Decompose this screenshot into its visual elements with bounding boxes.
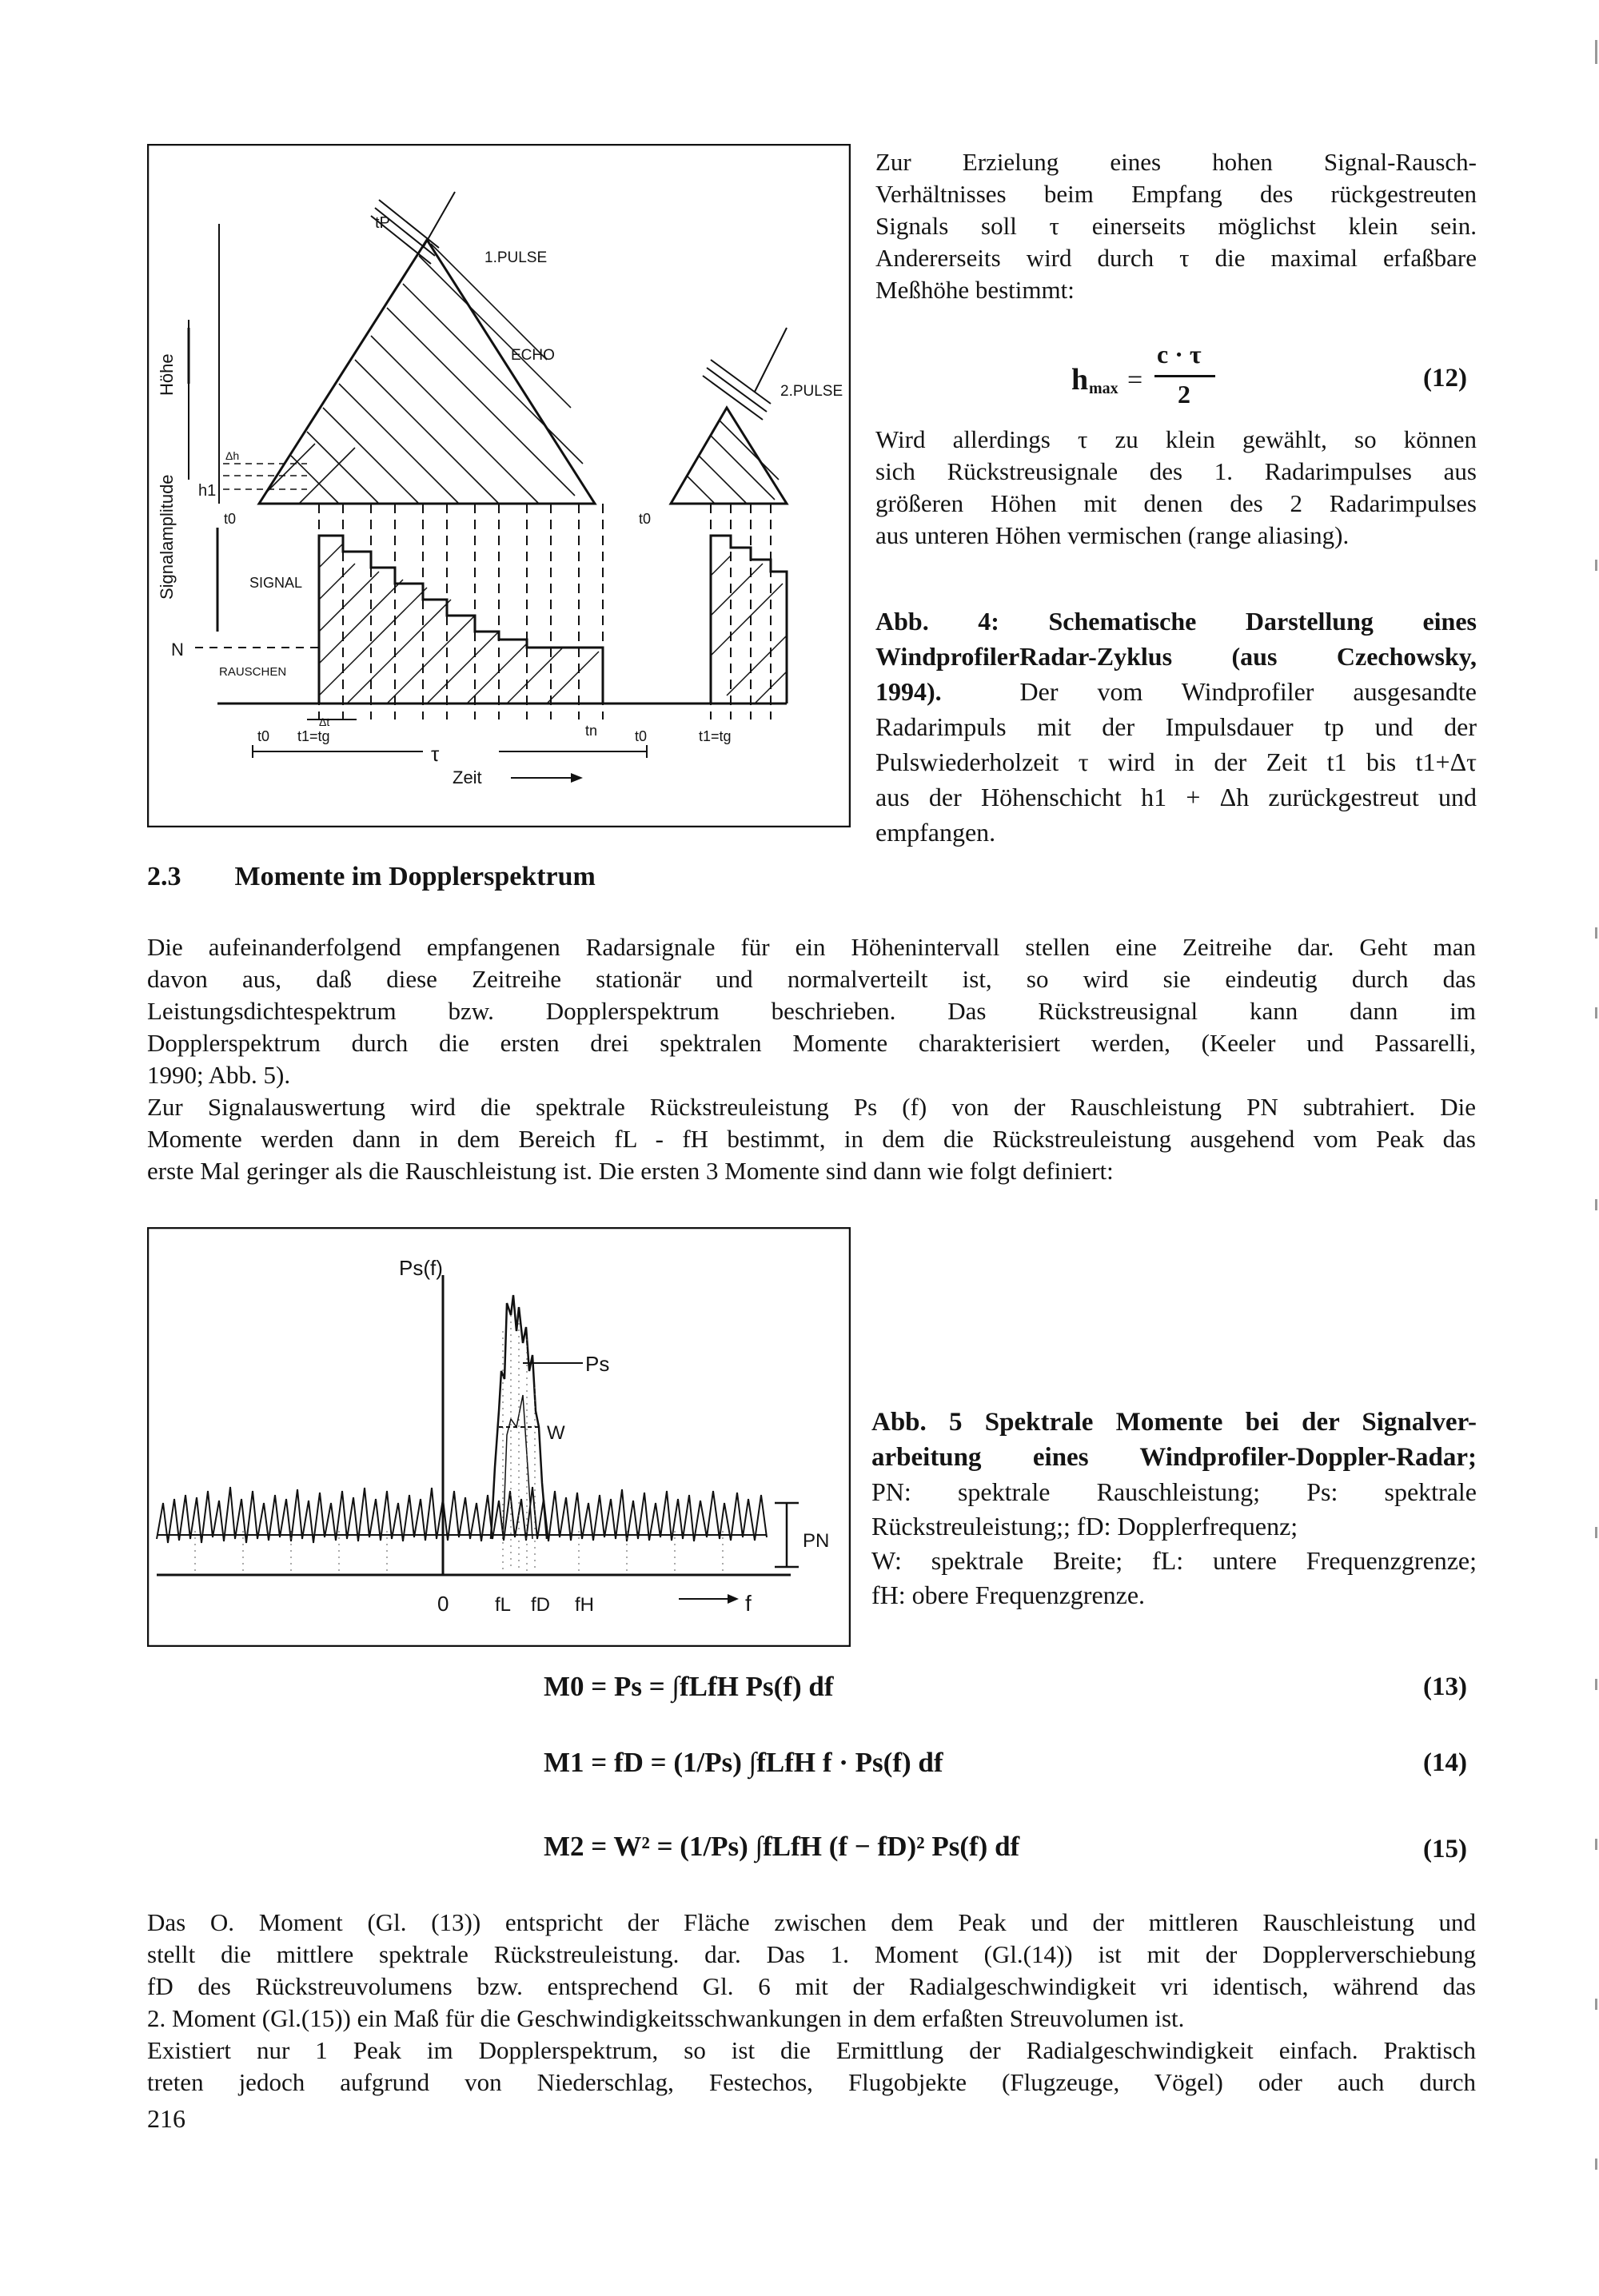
caption-line: Abb. 4: Schematische Darstellung eines [875, 607, 1477, 636]
aliasing-paragraph [875, 424, 1477, 552]
paragraph-3 [147, 1907, 1476, 2035]
signal-hatch [319, 544, 599, 704]
line: 2. Moment (Gl.(15)) ein Maß für die Geschwindigkeitsschwankungen in dem erfaßten Streuvolumen ist. [147, 2004, 1185, 2032]
figure-5 [147, 1227, 851, 1647]
caption-line: Rückstreuleistung;; fD: Dopplerfrequenz; [871, 1512, 1298, 1541]
label-signal: SIGNAL [249, 575, 303, 591]
section-heading [147, 862, 596, 892]
label-n: N [171, 640, 184, 660]
line: aus unteren Höhen vermischen (range aliasing). [875, 521, 1350, 549]
equation-13: M0 = Ps = ∫fLfH Ps(f) df [544, 1671, 834, 1702]
label-dh: Δh [225, 449, 240, 462]
paragraph-2 [147, 1091, 1476, 1187]
caption-line: aus der Höhenschicht h1 + Δh zurückgestreut und [875, 783, 1477, 811]
line: Zur Signalauswertung wird die spektrale Rückstreuleistung Ps (f) von der Rauschleistung PN subtrahiert. Die [147, 1093, 1476, 1121]
line: Momente werden dann in dem Bereich fL - fH bestimmt, in dem die Rückstreuleistung ausgehend vom Peak das [147, 1125, 1476, 1153]
label-rauschen: RAUSCHEN [219, 665, 287, 679]
line: Leistungsdichtespektrum bzw. Dopplerspektrum beschrieben. Das Rückstreusignal kann dann im [147, 997, 1476, 1025]
line: Andererseits wird durch τ die maximal erfaßbare [875, 244, 1477, 272]
line: größeren Höhen mit denen des 2 Radarimpulses [875, 489, 1477, 517]
label-fh: fH [575, 1594, 594, 1616]
line: Wird allerdings τ zu klein gewählt, so können [875, 425, 1477, 453]
paragraph-1 [147, 931, 1476, 1091]
label-h1: h1 [198, 482, 217, 500]
line: sich Rückstreusignale des 1. Radarimpulses aus [875, 457, 1477, 485]
label-dt: Δt [319, 716, 330, 728]
line: Meßhöhe bestimmt: [875, 276, 1075, 304]
caption-line: PN: spektrale Rauschleistung; Ps: spektrale [871, 1477, 1477, 1506]
label-psf: Ps(f) [399, 1256, 443, 1280]
caption-figure-4 [875, 604, 1477, 850]
line: Die aufeinanderfolgend empfangenen Radarsignale für ein Höhenintervall stellen eine Zeitreihe dar. Geht man [147, 933, 1476, 961]
axis-hoehe: Höhe [157, 353, 177, 396]
line: Zur Erzielung eines hohen Signal-Rausch- [875, 148, 1477, 176]
paragraph-4 [147, 2035, 1476, 2099]
label-f: f [745, 1591, 752, 1616]
label-zero: 0 [437, 1592, 449, 1616]
line: Signals soll τ einerseits möglichst klein sein. [875, 212, 1477, 240]
line: stellt die mittlere spektrale Rückstreuleistung. dar. Das 1. Moment (Gl.(14)) ist mit der Dopplerverschiebung [147, 1940, 1476, 1968]
caption-line: Radarimpuls mit der Impulsdauer tp und der [875, 712, 1477, 741]
label-ps: Ps [585, 1352, 610, 1376]
line: Dopplerspektrum durch die ersten drei spektralen Momente charakterisiert werden, (Keeler und Passarelli, [147, 1029, 1476, 1057]
label-t0-bottom2: t0 [635, 728, 648, 744]
eq12-number: (12) [1423, 364, 1467, 393]
line: fD des Rückstreuvolumens bzw. entsprechend Gl. 6 mit der Radialgeschwindigkeit vri identisch, während das [147, 1972, 1476, 2000]
caption-bold: 1994). [875, 677, 942, 706]
label-pulse2: 2.PULSE [780, 383, 843, 400]
caption-figure-5 [871, 1405, 1477, 1612]
caption-line: fH: obere Frequenzgrenze. [871, 1580, 1146, 1609]
label-t0-bottom: t0 [257, 728, 270, 744]
equation-14-number: (14) [1423, 1748, 1467, 1777]
eq12-denominator: 2 [1178, 380, 1190, 409]
figure-4 [147, 144, 851, 827]
eq12-sub: max [1089, 380, 1119, 397]
section-number: 2.3 [147, 862, 181, 891]
label-tau: τ [431, 742, 440, 766]
line: davon aus, daß diese Zeitreihe stationär und normalverteilt ist, so wird sie eindeutig durch das [147, 965, 1476, 993]
equation-14: M1 = fD = (1/Ps) ∫fLfH f · Ps(f) df [544, 1747, 943, 1778]
caption-text: Der vom Windprofiler ausgesandte [1019, 677, 1477, 706]
label-tn: tn [585, 723, 598, 739]
label-echo: ECHO [511, 347, 555, 364]
line: Existiert nur 1 Peak im Dopplerspektrum, so ist die Ermittlung der Radialgeschwindigkeit einfach. Praktisch [147, 2036, 1476, 2064]
label-t0: t0 [224, 511, 237, 527]
pulse1-hatch [267, 244, 583, 504]
axis-signalamplitude: Signalamplitude [157, 474, 177, 600]
equation-13-number: (13) [1423, 1672, 1467, 1701]
label-t1-tg2: t1=tg [699, 728, 732, 744]
label-fl: fL [495, 1594, 512, 1616]
label-fd: fD [531, 1594, 550, 1616]
label-tp: tP [375, 214, 390, 232]
line: Das O. Moment (Gl. (13)) entspricht der Fläche zwischen dem Peak und der mittleren Rauschleistung und [147, 1908, 1476, 1936]
line: treten jedoch aufgrund von Niederschlag, Festechos, Flugobjekte (Flugzeuge, Vögel) oder auch durch [147, 2068, 1476, 2096]
label-pn: PN [803, 1530, 830, 1552]
eq12-numerator: c · τ [1157, 340, 1202, 369]
caption-line: Pulswiederholzeit τ wird in der Zeit t1 bis t1+Δτ [875, 747, 1477, 776]
caption-line: arbeitung eines Windprofiler-Doppler-Radar; [871, 1443, 1477, 1472]
figure-5-spectrum [147, 1227, 851, 1647]
caption-line: Abb. 5 Spektrale Momente bei der Signalver- [871, 1408, 1477, 1437]
equation-15: M2 = W² = (1/Ps) ∫fLfH (f − fD)² Ps(f) df [544, 1831, 1020, 1862]
line: erste Mal geringer als die Rauschleistung ist. Die ersten 3 Momente sind dann wie folgt definiert: [147, 1157, 1114, 1185]
label-pulse1: 1.PULSE [484, 249, 548, 266]
equations-block [544, 1671, 1479, 1895]
section-title: Momente im Dopplerspektrum [234, 862, 596, 891]
caption-line: empfangen. [875, 818, 996, 847]
axis-zeit: Zeit [453, 767, 482, 787]
label-w: W [547, 1422, 565, 1444]
caption-line: WindprofilerRadar-Zyklus (aus Czechowsky, [875, 642, 1477, 671]
line: Verhältnisses beim Empfang des rückgestreuten [875, 180, 1477, 208]
label-t0-right: t0 [639, 511, 652, 527]
page-number: 216 [147, 2104, 185, 2133]
caption-line: W: spektrale Breite; fL: untere Frequenzgrenze; [871, 1546, 1477, 1575]
figure-4-diagram [147, 144, 851, 827]
label-t1-tg: t1=tg [297, 728, 330, 744]
intro-paragraph [875, 146, 1477, 306]
eq12-lhs: h [1071, 363, 1089, 397]
equation-12: h max = c · τ 2 (12) [1071, 340, 1467, 409]
line: 1990; Abb. 5). [147, 1061, 291, 1089]
equation-15-number: (15) [1423, 1835, 1467, 1864]
